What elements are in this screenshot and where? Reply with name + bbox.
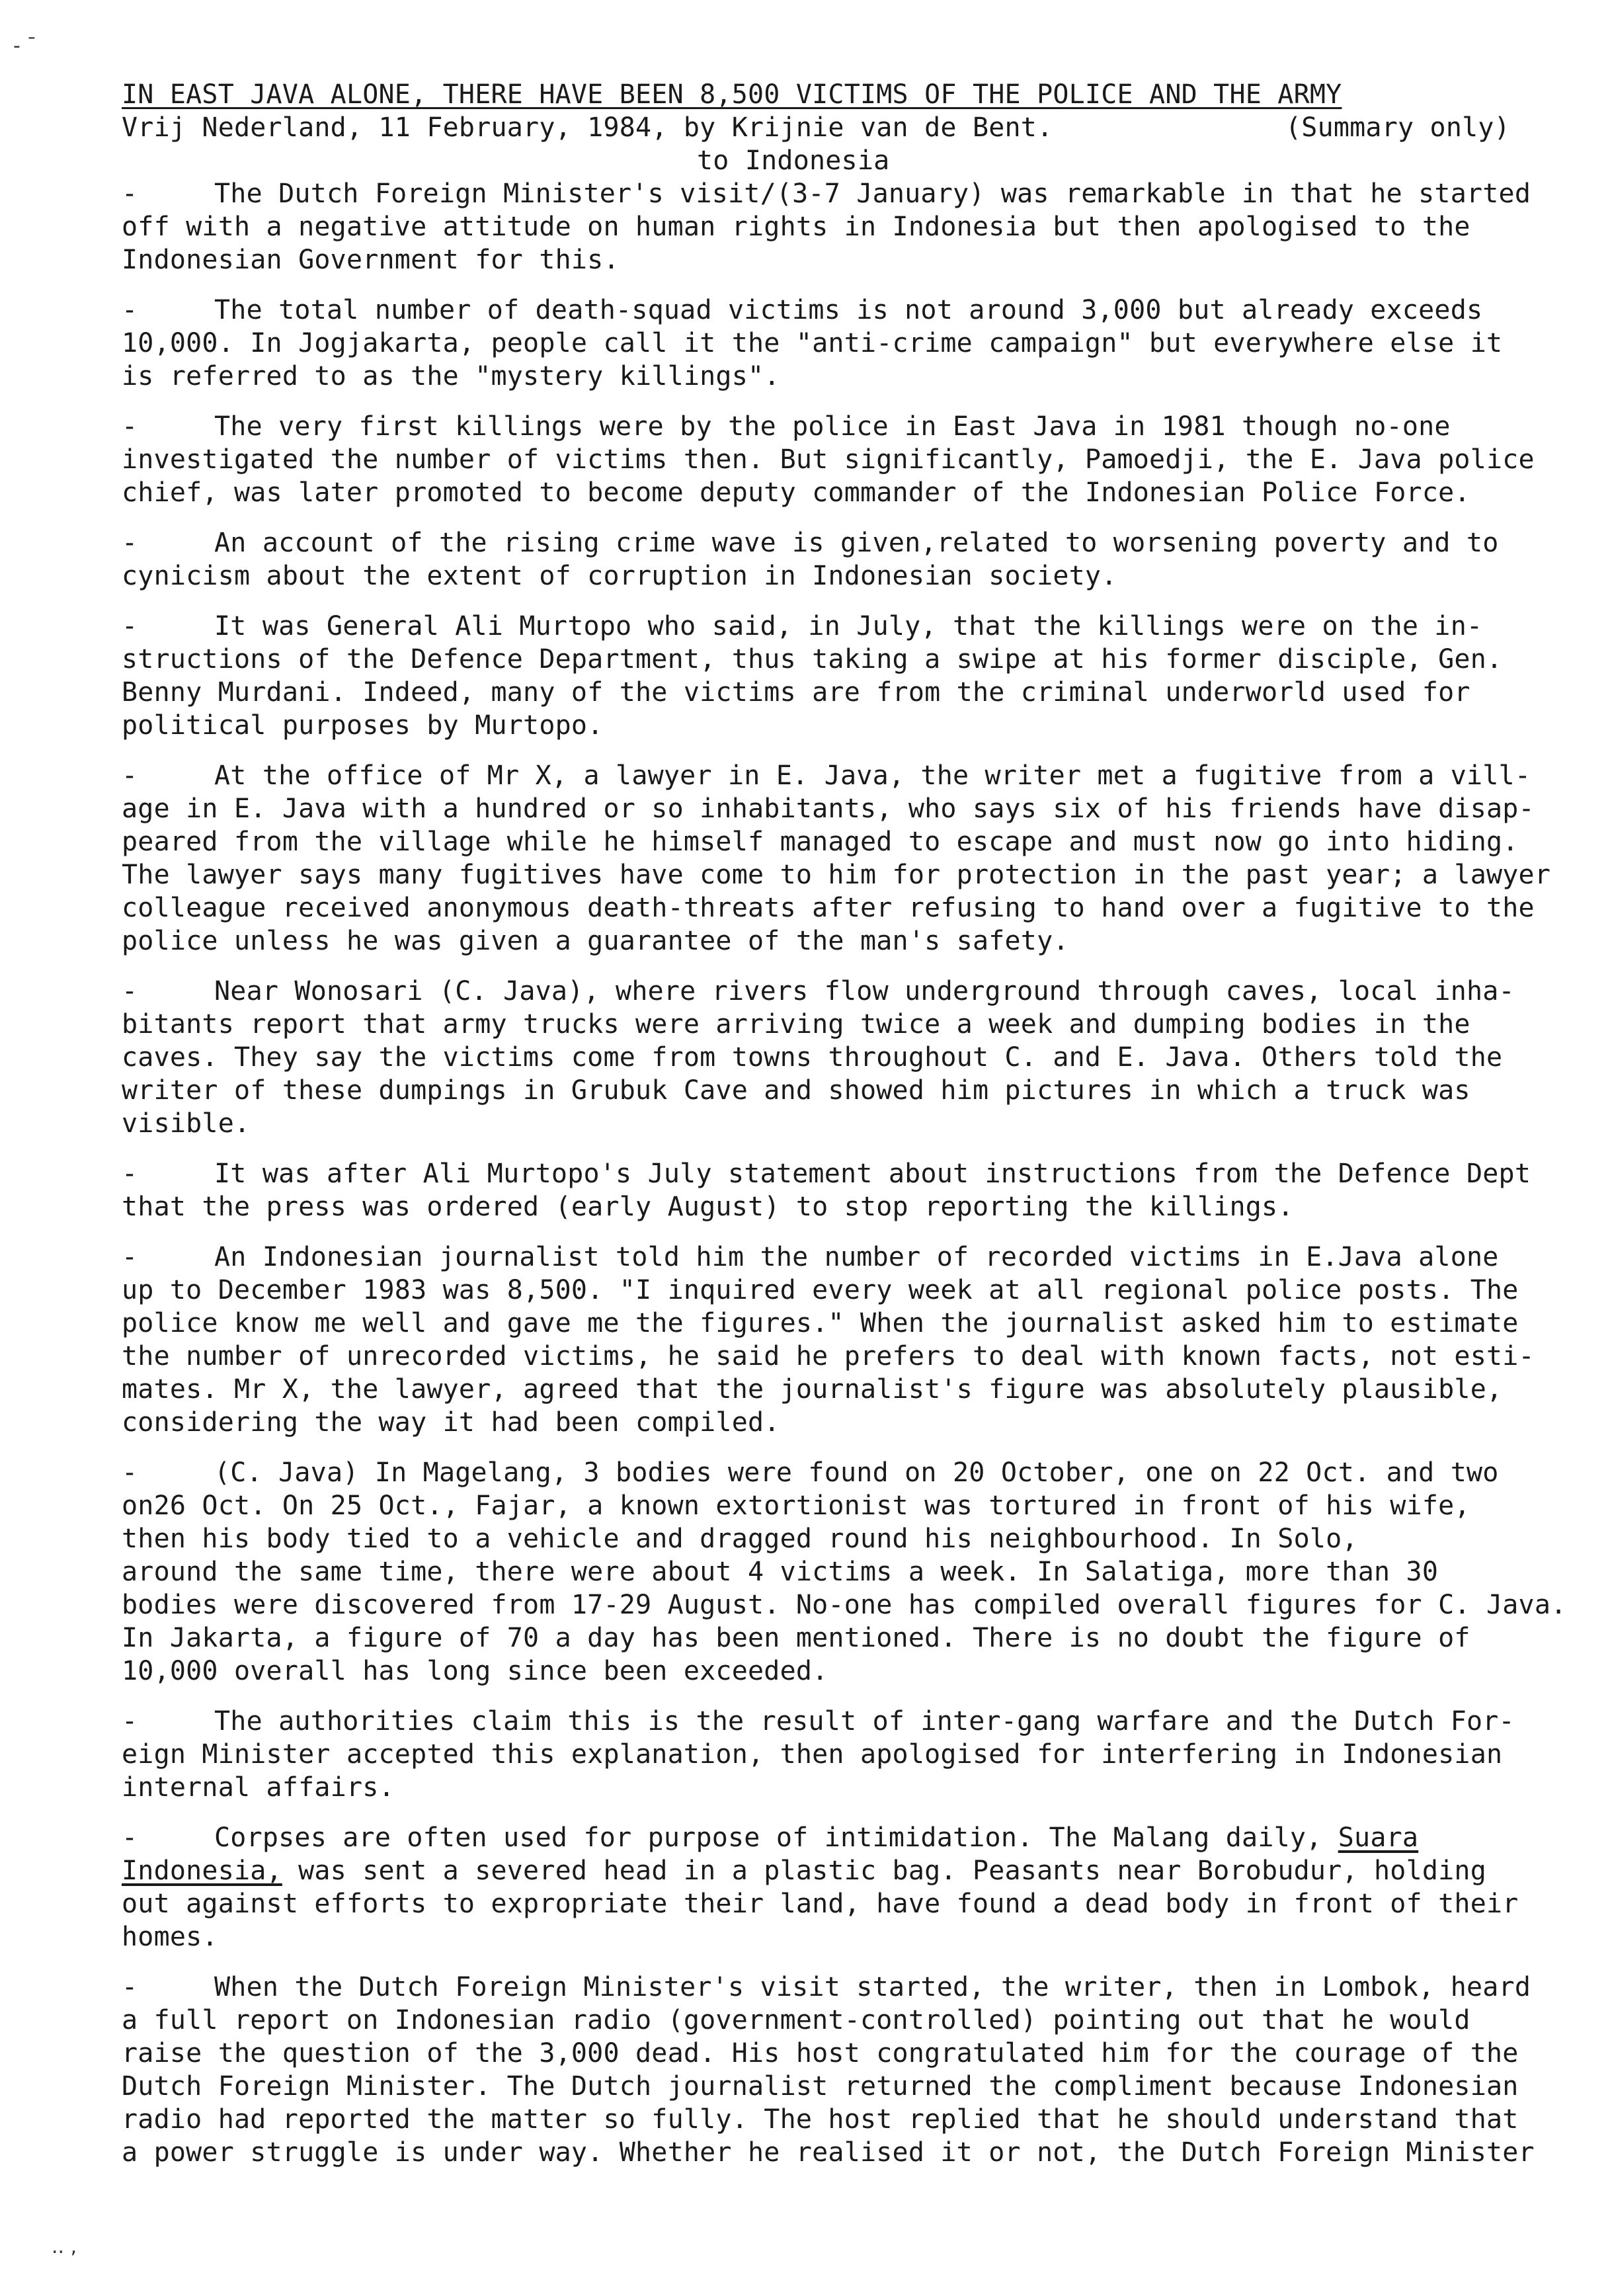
paragraph bbox=[122, 610, 1576, 742]
paragraph bbox=[122, 177, 1576, 276]
bullet-dash: - bbox=[122, 1457, 138, 1488]
paragraph-text: was sent a severed head in a plastic bag. Peasants near Borobudur, holding bbox=[282, 1856, 1486, 1886]
scan-mark-top: - ˉ bbox=[13, 34, 37, 58]
paragraph bbox=[122, 410, 1576, 509]
paragraph-text: The Dutch Foreign Minister's visit/(3-7 January) was remarkable in that he started off with a negative attitude on human rights in Indonesia but then apologised to the Indonesian Government for this. bbox=[122, 179, 1531, 275]
paragraph bbox=[122, 294, 1576, 393]
paragraph-text: The very first killings were by the police in East Java in 1981 though no-one investigated the number of victims then. But significantly, Pamoedji, the E. Java police chief, was later promoted to become deputy commander of the Indonesian Police Force. bbox=[122, 411, 1535, 508]
bullet-dash: - bbox=[122, 295, 138, 325]
paragraph bbox=[122, 526, 1576, 593]
paragraph bbox=[122, 759, 1576, 958]
paragraph-text: Near Wonosari (C. Java), where rivers flow underground through caves, local inha- bitants report that army trucks were arriving twice a week and dumping bodies in the caves. They say the victims come from towns throughout C. and E. Java. Others told the writer of these dumpings in Grubuk Cave and showed him pictures in which a truck was visible. bbox=[122, 976, 1515, 1139]
bullet-dash: - bbox=[122, 1972, 138, 2002]
source-line bbox=[122, 111, 1576, 144]
bullet-dash: - bbox=[122, 760, 138, 791]
headline: IN EAST JAVA ALONE, THERE HAVE BEEN 8,500 VICTIMS OF THE POLICE AND THE ARMY bbox=[122, 79, 1342, 110]
paragraph-text: It was General Ali Murtopo who said, in July, that the killings were on the in- structions of the Defence Department, thus taking a swipe at his former disciple, Gen. Benny Murdani. Indeed, many of the victims are from the criminal underworld used for political purposes by Murtopo. bbox=[122, 611, 1503, 741]
paragraph-text: When the Dutch Foreign Minister's visit started, the writer, then in Lombok, heard a full report on Indonesian radio (government-controlled) pointing out that he would raise the question of the 3,000 dead. His host congratulated him for the courage of the Dutch Foreign Minister. The Dutch journalist returned the compliment because Indonesian radio had reported the matter so fully. The host replied that he should understand that a power struggle is under way. Whether he realised it or not, the Dutch Foreign Minister bbox=[122, 1972, 1535, 2168]
handwritten-insert: to Indonesia bbox=[697, 145, 890, 176]
paragraph bbox=[122, 975, 1576, 1140]
bullet-dash: - bbox=[122, 411, 138, 442]
paragraph-text: At the office of Mr X, a lawyer in E. Java, the writer met a fugitive from a vill- age in E. Java with a hundred or so inhabitants, who says six of his friends have disap- peared from the village while he himself managed to escape and must now go into hiding. The lawyer says many fugitives have come to him for protection in the past year; a lawyer colleague received anonymous death-threats after refusing to hand over a fugitive to the police unless he was given a guarantee of the man's safety. bbox=[122, 760, 1551, 956]
newspaper-name: Suara bbox=[1338, 1823, 1419, 1853]
paragraph-text: Corpses are often used for purpose of intimidation. The Malang daily, bbox=[214, 1823, 1338, 1853]
paragraph-text: An account of the rising crime wave is given,related to worsening poverty and to cynicism about the extent of corruption in Indonesian society. bbox=[122, 528, 1499, 591]
paragraph bbox=[122, 1456, 1576, 1688]
paragraph bbox=[122, 1705, 1576, 1804]
scan-mark-bottom: .. , bbox=[52, 2235, 77, 2258]
paragraph-text: The authorities claim this is the result of inter-gang warfare and the Dutch For- eign Minister accepted this explanation, then apologised for interfering in Indonesian internal affairs. bbox=[122, 1706, 1515, 1803]
document-page bbox=[122, 78, 1576, 2186]
paragraph-text: An Indonesian journalist told him the number of recorded victims in E.Java alone up to December 1983 was 8,500. "I inquired every week at all regional police posts. The police know me well and gave me the figures." When the journalist asked him to estimate the number of unrecorded victims, he said he prefers to deal with known facts, not esti- mates. Mr X, the lawyer, agreed that the journalist's figure was absolutely plausible, considering the way it had been compiled. bbox=[122, 1242, 1535, 1438]
source-citation: Vrij Nederland, 11 February, 1984, by Krijnie van de Bent. bbox=[122, 112, 1053, 143]
newspaper-name-cont: Indonesia, bbox=[122, 1856, 282, 1886]
paragraph-text: It was after Ali Murtopo's July statement about instructions from the Defence Dept that the press was ordered (early August) to stop reporting the killings. bbox=[122, 1159, 1531, 1222]
paragraph bbox=[122, 1971, 1576, 2169]
bullet-dash: - bbox=[122, 1242, 138, 1272]
paragraph bbox=[122, 1241, 1576, 1439]
paragraph-text: out against efforts to expropriate their land, have found a dead body in front of their homes. bbox=[122, 1889, 1519, 1952]
bullet-dash: - bbox=[122, 1823, 138, 1853]
bullet-dash: - bbox=[122, 1159, 138, 1189]
paragraph bbox=[122, 1157, 1576, 1223]
bullet-dash: - bbox=[122, 611, 138, 641]
article-body bbox=[122, 177, 1576, 2169]
paragraph-text: (C. Java) In Magelang, 3 bodies were found on 20 October, one on 22 Oct. and two on26 Oct. On 25 Oct., Fajar, a known extortionist was tortured in front of his wife, then his body tied to a vehicle and dragged round his neighbourhood. In Solo, around the same time, there were about 4 victims a week. In Salatiga, more than 30 bodies were discovered from 17-29 August. No-one has compiled overall figures for C. Java. In Jakarta, a figure of 70 a day has been mentioned. There is no doubt the figure of 10,000 overall has long since been exceeded. bbox=[122, 1457, 1567, 1686]
bullet-dash: - bbox=[122, 976, 138, 1006]
bullet-dash: - bbox=[122, 1706, 138, 1737]
summary-tag: (Summary only) bbox=[1285, 112, 1510, 143]
bullet-dash: - bbox=[122, 179, 138, 209]
paragraph-corpses bbox=[122, 1821, 1576, 1953]
bullet-dash: - bbox=[122, 528, 138, 558]
paragraph-text: The total number of death-squad victims is not around 3,000 but already exceeds 10,000. In Jogjakarta, people call it the "anti-crime campaign" but everywhere else it is referred to as the "mystery killings". bbox=[122, 295, 1503, 391]
